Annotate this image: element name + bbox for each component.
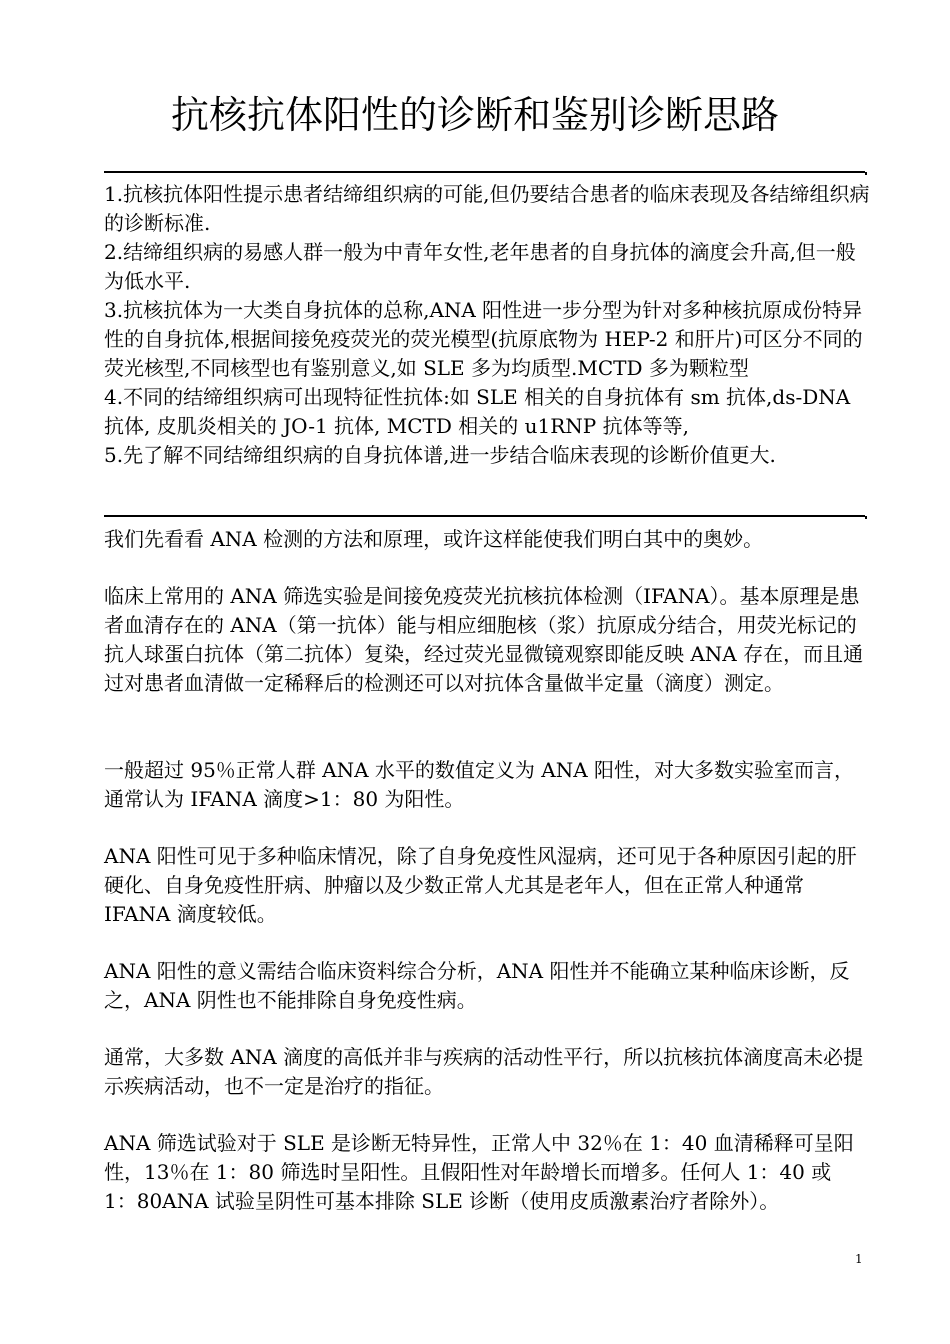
summary-point-3: 3.抗核抗体为一大类自身抗体的总称,ANA 阳性进一步分型为针对多种核抗原成份特异性的自身抗体,根据间接免疫荧光的荧光模型(抗原底物为 HEP-2 和肝片)可区分不同的荧光核型,不同核型也有鉴别意义,如 SLE 多为均质型.MCTD 多为颗粒型 xyxy=(104,298,863,380)
summary-list xyxy=(104,180,870,470)
summary-point-2: 2.结缔组织病的易感人群一般为中青年女性,老年患者的自身抗体的滴度会升高,但一般为低水平. xyxy=(104,240,856,293)
document-title: 抗核抗体阳性的诊断和鉴别诊断思路 xyxy=(170,93,779,137)
top-divider xyxy=(104,171,865,173)
paragraph-titer-activity: 通常，大多数 ANA 滴度的高低并非与疾病的活动性平行，所以抗核抗体滴度高未必提示疾病活动，也不一定是治疗的指征。 xyxy=(104,1045,864,1098)
page-number: 1 xyxy=(855,1252,863,1266)
summary-point-1: 1.抗核抗体阳性提示患者结缔组织病的可能,但仍要结合患者的临床表现及各结缔组织病的诊断标准. xyxy=(104,182,870,235)
paragraph-sle-screening: ANA 筛选试验对于 SLE 是诊断无特异性，正常人中 32％在 1：40 血清稀释可呈阳性，13％在 1：80 筛选时呈阳性。且假阳性对年龄增长而增多。任何人 1：40 或 1：80ANA 试验呈阴性可基本排除 SLE 诊断（使用皮质激素治疗者除外）。 xyxy=(104,1131,854,1213)
bottom-divider xyxy=(104,515,865,517)
paragraph-intro: 我们先看看 ANA 检测的方法和原理，或许这样能使我们明白其中的奥妙。 xyxy=(104,527,764,551)
top-divider-end-mark xyxy=(865,172,867,175)
paragraph-clinical-conditions: ANA 阳性可见于多种临床情况，除了自身免疫性风湿病，还可见于各种原因引起的肝硬化、自身免疫性肝病、肿瘤以及少数正常人尤其是老年人，但在正常人种通常 IFANA 滴度较低。 xyxy=(104,844,857,926)
paragraph-ifana-method: 临床上常用的 ANA 筛选实验是间接免疫荧光抗核抗体检测（IFANA）。基本原理是患者血清存在的 ANA（第一抗体）能与相应细胞核（浆）抗原成分结合，用荧光标记的抗人球蛋白抗体（第二抗体）复染，经过荧光显微镜观察即能反映 ANA 存在，而且通过对患者血清做一定稀释后的检测还可以对抗体含量做半定量（滴度）测定。 xyxy=(104,584,864,695)
bottom-divider-end-mark xyxy=(865,516,867,519)
paragraph-clinical-significance: ANA 阳性的意义需结合临床资料综合分析，ANA 阳性并不能确立某种临床诊断，反之，ANA 阴性也不能排除自身免疫性病。 xyxy=(104,959,850,1012)
summary-point-4: 4.不同的结缔组织病可出现特征性抗体:如 SLE 相关的自身抗体有 sm 抗体,ds-DNA 抗体, 皮肌炎相关的 JO-1 抗体, MCTD 相关的 u1RNP 抗体等等, xyxy=(104,385,851,438)
summary-point-5: 5.先了解不同结缔组织病的自身抗体谱,进一步结合临床表现的诊断价值更大. xyxy=(104,443,776,467)
paragraph-positive-threshold: 一般超过 95％正常人群 ANA 水平的数值定义为 ANA 阳性，对大多数实验室而言，通常认为 IFANA 滴度>1：80 为阳性。 xyxy=(104,758,855,811)
